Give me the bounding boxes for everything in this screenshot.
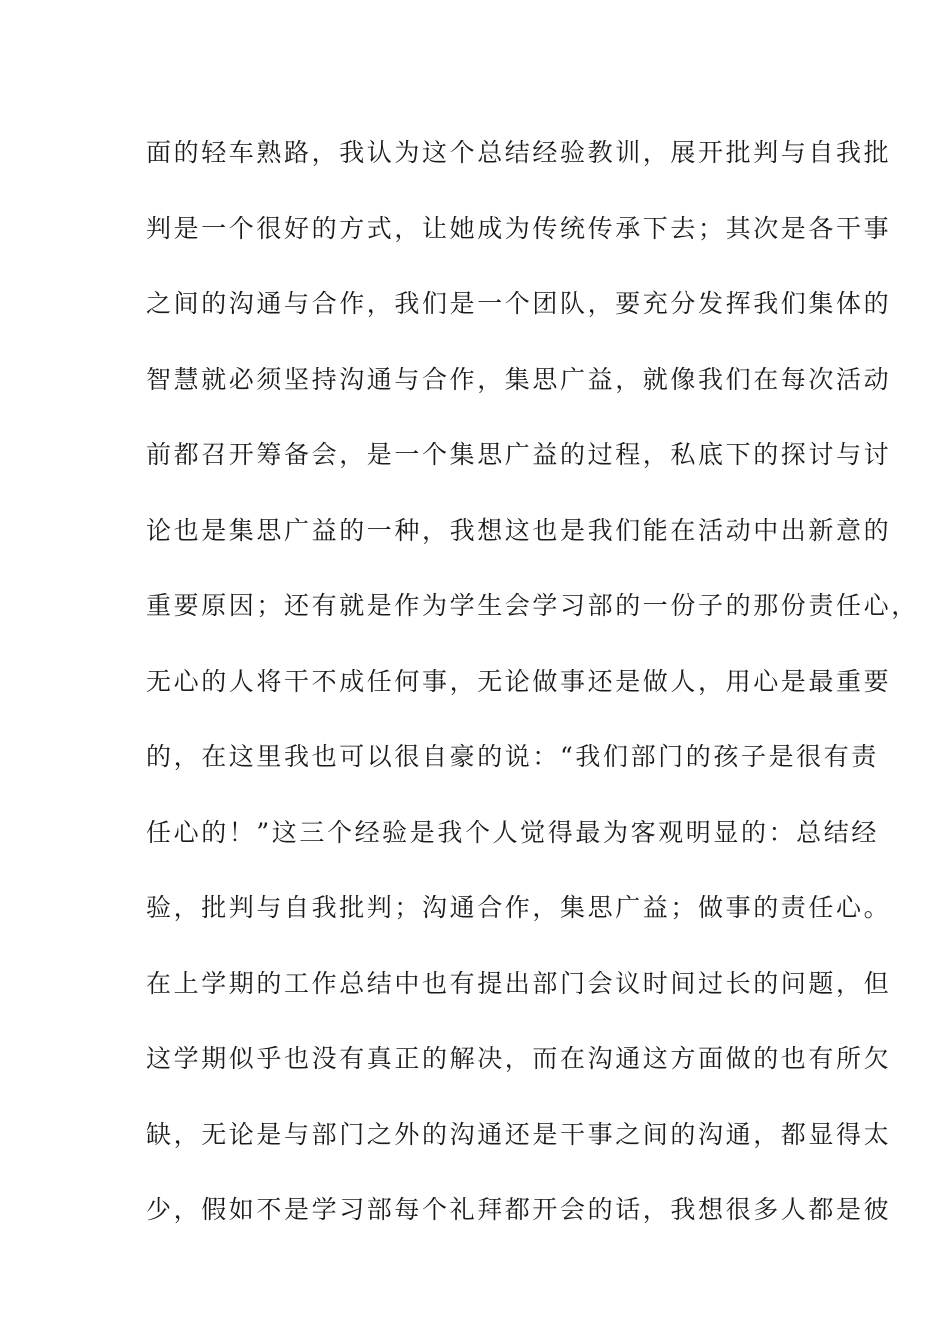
text-line-10: 任心的！”这三个经验是我个人觉得最为客观明显的：总结经 [146,817,879,847]
text-line-13: 这学期似乎也没有真正的解决，而在沟通这方面做的也有所欠 [146,1044,892,1073]
text-line-11: 验，批判与自我批判；沟通合作，集思广益；做事的责任心。 [146,893,892,922]
body-text [146,128,919,1261]
text-line-9: 的，在这里我也可以很自豪的说：“我们部门的孩子是很有责 [146,742,879,771]
text-line-5: 前都召开筹备会，是一个集思广益的过程，私底下的探讨与讨 [146,440,892,469]
text-line-14: 缺，无论是与部门之外的沟通还是干事之间的沟通，都显得太 [146,1119,892,1149]
text-line-6: 论也是集思广益的一种，我想这也是我们能在活动中出新意的 [146,515,892,545]
text-line-3: 之间的沟通与合作，我们是一个团队，要充分发挥我们集体的 [146,289,892,318]
text-line-7: 重要原因；还有就是作为学生会学习部的一份子的那份责任心， [146,591,919,620]
text-line-12: 在上学期的工作总结中也有提出部门会议时间过长的问题，但 [146,968,892,998]
text-line-2: 判是一个很好的方式，让她成为传统传承下去；其次是各干事 [146,213,892,243]
text-line-1: 面的轻车熟路，我认为这个总结经验教训，展开批判与自我批 [146,138,892,167]
text-line-4: 智慧就必须坚持沟通与合作，集思广益，就像我们在每次活动 [146,364,892,394]
text-line-15: 少，假如不是学习部每个礼拜都开会的话，我想很多人都是彼 [146,1195,892,1224]
text-line-8: 无心的人将干不成任何事，无论做事还是做人，用心是最重要 [146,666,892,696]
